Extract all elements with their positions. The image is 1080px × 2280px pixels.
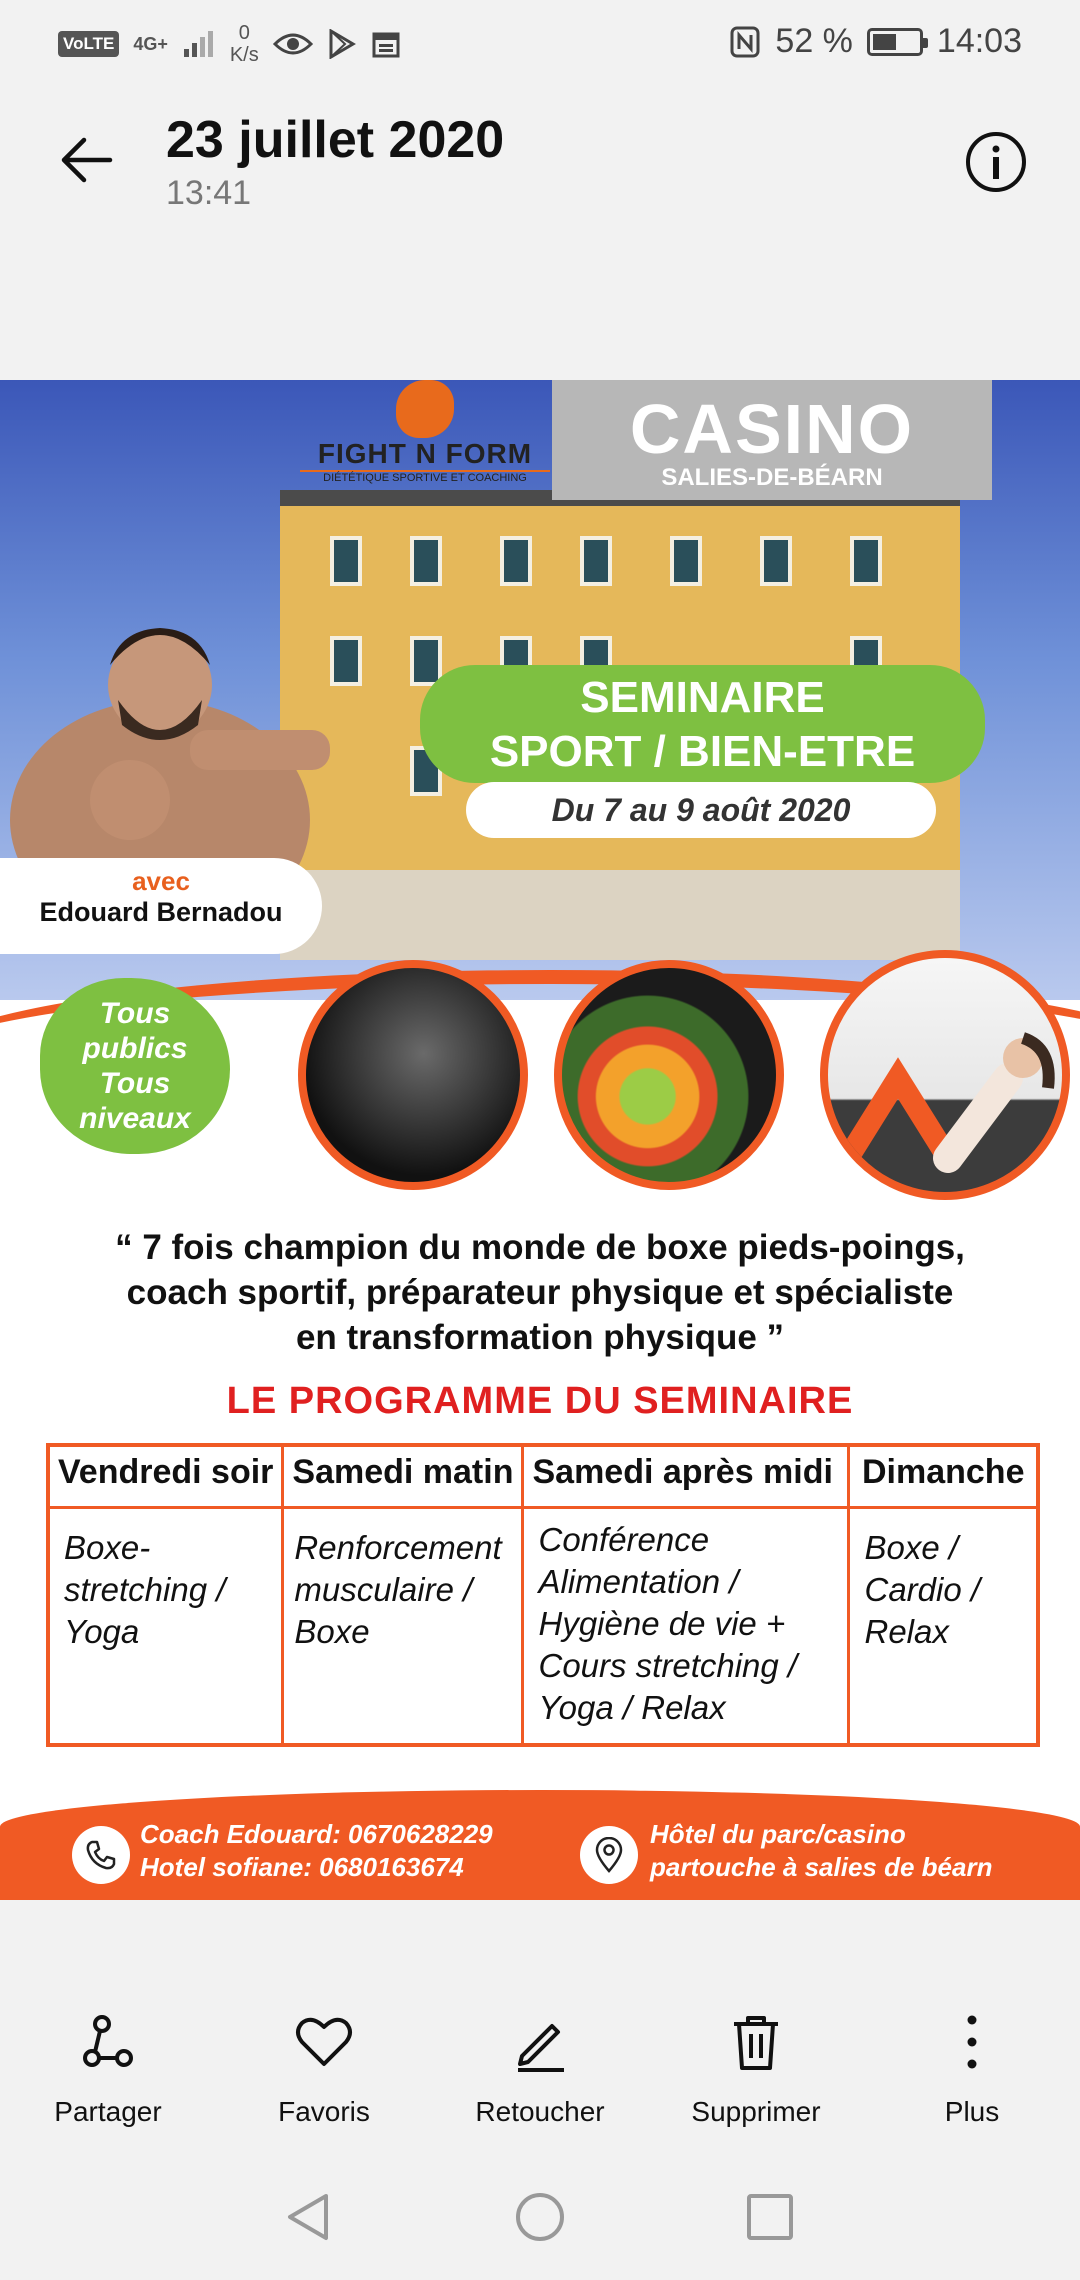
share-label: Partager <box>54 2096 162 2127</box>
status-right <box>729 22 1022 61</box>
poster-footer <box>0 1790 1080 1900</box>
audience-line-3: Tous <box>99 1067 171 1100</box>
signal-icon <box>182 31 216 57</box>
nav-home-icon[interactable] <box>513 2190 567 2244</box>
banner-line-2: SPORT / BIEN-ETRE <box>489 727 916 776</box>
delete-label: Supprimer <box>691 2096 821 2127</box>
program-cell-vendredi <box>48 1507 283 1745</box>
heart-icon <box>292 2010 356 2074</box>
cell-line: Hygiène de vie + <box>538 1604 786 1642</box>
cell-line: Yoga / Relax <box>538 1688 726 1726</box>
photo-time: 13:41 <box>166 174 252 212</box>
fight-n-form-logo <box>300 380 550 490</box>
share-button[interactable] <box>8 2010 208 2128</box>
network-type: 4G+ <box>133 33 168 54</box>
cell-line: Yoga <box>64 1612 140 1650</box>
cell-line: musculaire / <box>294 1570 473 1608</box>
speed-unit: K/s <box>229 44 259 66</box>
photo-viewer-image[interactable] <box>0 380 1080 1900</box>
quote-line-3: en transformation physique ” <box>295 1318 785 1357</box>
more-icon <box>940 2010 1004 2074</box>
program-header: Vendredi soir <box>48 1445 283 1507</box>
cell-line: Boxe / <box>864 1528 959 1566</box>
cell-line: Relax <box>864 1612 949 1650</box>
program-content-row <box>48 1507 1038 1745</box>
program-title: LE PROGRAMME DU SEMINAIRE <box>226 1380 854 1422</box>
nfc-icon <box>729 25 761 59</box>
coach-label <box>0 858 322 954</box>
battery-percent: 52 % <box>775 22 853 60</box>
seminar-dates: Du 7 au 9 août 2020 <box>466 782 936 838</box>
food-photo-circle <box>554 960 784 1190</box>
program-header: Dimanche <box>849 1445 1038 1507</box>
program-cell-samedi-matin <box>283 1507 523 1745</box>
cell-line: Renforcement <box>294 1528 502 1566</box>
edit-icon <box>508 2010 572 2074</box>
program-header: Samedi matin <box>283 1445 523 1507</box>
audience-line-2: publics <box>82 1032 188 1065</box>
volte-indicator: VoLTE <box>58 31 119 57</box>
logo-tagline: DIÉTÉTIQUE SPORTIVE ET COACHING <box>300 470 550 484</box>
avec-text: avec <box>132 866 190 896</box>
cell-line: Alimentation / <box>538 1562 739 1600</box>
share-icon <box>76 2010 140 2074</box>
coach-name: Edouard Bernadou <box>39 897 283 927</box>
program-header: Samedi après midi <box>523 1445 849 1507</box>
contact-line: Coach Edouard: 0670628229 <box>140 1819 493 1849</box>
phone-icon <box>72 1826 130 1884</box>
footer-address <box>650 1818 992 1884</box>
audience-line-4: niveaux <box>79 1102 191 1135</box>
delete-button[interactable] <box>656 2010 856 2128</box>
cell-line: Boxe <box>294 1612 370 1650</box>
location-pin-icon <box>580 1826 638 1884</box>
nav-recents-icon[interactable] <box>743 2190 797 2244</box>
cell-line: Boxe- <box>64 1528 151 1566</box>
photo-action-bar <box>0 2010 1080 2170</box>
quote-line-2: coach sportif, préparateur physique et spécialiste <box>126 1273 954 1312</box>
speed-value: 0 <box>238 22 250 44</box>
cell-line: Conférence <box>538 1520 710 1558</box>
casino-location: SALIES-DE-BÉARN <box>661 464 883 491</box>
audience-line-1: Tous <box>99 997 171 1030</box>
app-header <box>0 90 1080 250</box>
program-header-row <box>48 1445 1038 1507</box>
program-cell-samedi-apres-midi <box>523 1507 849 1745</box>
program-cell-dimanche <box>849 1507 1038 1745</box>
more-button[interactable] <box>872 2010 1072 2128</box>
clock: 14:03 <box>936 22 1022 60</box>
calendar-icon <box>371 29 401 59</box>
play-store-icon <box>327 29 357 59</box>
cell-line: Cours stretching / <box>538 1646 798 1684</box>
address-line: Hôtel du parc/casino <box>650 1819 906 1849</box>
favorite-button[interactable] <box>224 2010 424 2128</box>
battery-icon <box>867 28 923 56</box>
system-nav-bar <box>0 2160 1080 2280</box>
casino-logo <box>552 380 992 500</box>
trash-icon <box>724 2010 788 2074</box>
cell-line: Cardio / <box>864 1570 981 1608</box>
quote-line-1: “ 7 fois champion du monde de boxe pieds-poings, <box>115 1228 965 1267</box>
cell-line: stretching / <box>64 1570 226 1608</box>
favorite-label: Favoris <box>278 2096 370 2127</box>
fist-logo-icon <box>396 380 454 438</box>
status-left <box>58 22 401 66</box>
more-label: Plus <box>944 2096 1000 2127</box>
logo-name: FIGHT N FORM <box>317 438 533 469</box>
boxing-photo-circle <box>298 960 528 1190</box>
coach-quote <box>40 1225 1040 1360</box>
fitness-photo-circle <box>820 950 1070 1200</box>
fitness-woman-figure <box>828 958 1070 1200</box>
nav-back-icon[interactable] <box>282 2190 336 2244</box>
banner-line-1: SEMINAIRE <box>580 673 825 722</box>
address-line: partouche à salies de béarn <box>650 1852 993 1882</box>
casino-name: CASINO <box>629 390 915 468</box>
contact-line: Hotel sofiane: 0680163674 <box>140 1852 464 1882</box>
info-icon[interactable] <box>964 130 1028 194</box>
network-speed <box>230 22 259 66</box>
edit-label: Retoucher <box>475 2096 605 2127</box>
seminar-banner <box>420 665 985 783</box>
footer-contacts <box>140 1818 493 1884</box>
eye-icon <box>273 30 313 58</box>
photo-date: 23 juillet 2020 <box>166 111 505 169</box>
edit-button[interactable] <box>440 2010 640 2128</box>
back-arrow-icon[interactable] <box>56 130 116 190</box>
status-bar <box>0 0 1080 90</box>
audience-badge <box>40 978 230 1154</box>
program-table <box>46 1443 1040 1747</box>
